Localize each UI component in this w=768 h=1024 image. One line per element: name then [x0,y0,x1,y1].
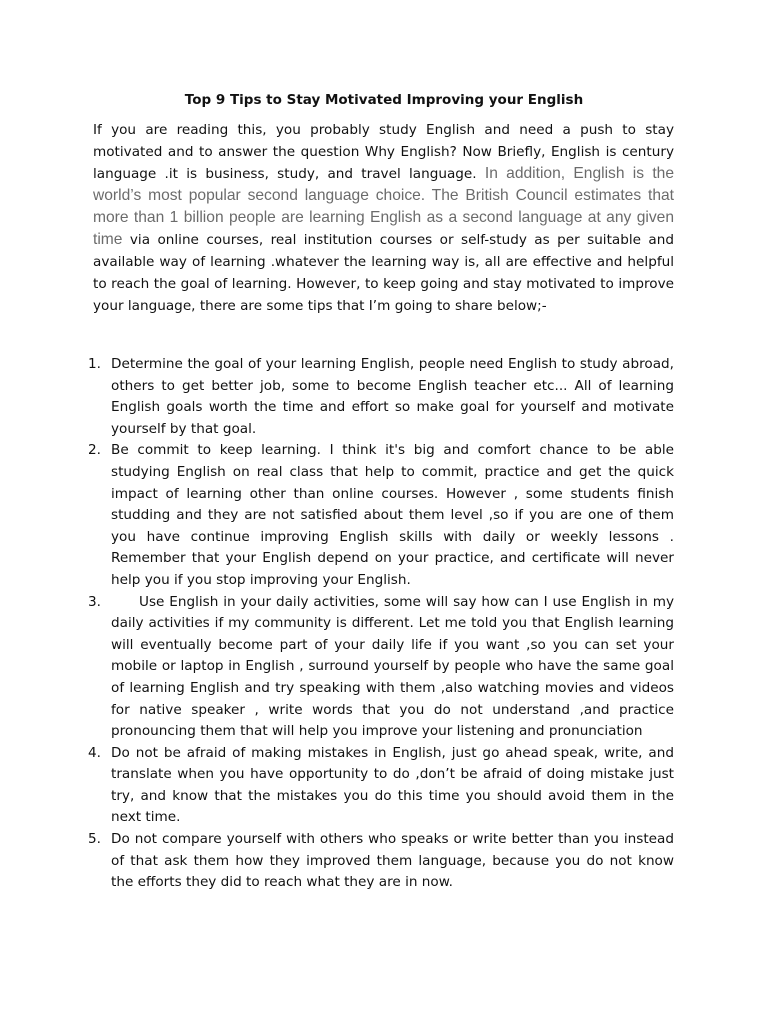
tip-text: Be commit to keep learning. I think it's big and comfort chance to be able studying English on real class that help to commit, practice and get the quick impact of learning other than online courses. However , some students finish studding and they are not satisfied about them level ,so if you are one of them you have continue improving English skills with daily or weekly lessons . Remember that your English depend on your practice, and certificate will never help you if you stop improving your English. [111,442,674,588]
tip-item-5 [88,829,674,894]
tip-text: Determine the goal of your learning English, people need English to study abroad, others to get better job, some to become English teacher etc... All of learning English goals worth the time and effort so make goal for yourself and motivate yourself by that goal. [111,356,674,437]
tip-text: Use English in your daily activities, some will say how can I use English in my daily activities if my community is different. Let me told you that English learning will eventually become part of your daily life if you want ,so you can set your mobile or laptop in English , surround yourself by people who have the same goal of learning English and try speaking with them ,also watching movies and videos for native speaker , write words that you do not understand ,and practice pronouncing them that will help you improve your listening and pronunciation [111,593,674,740]
tip-text: Do not compare yourself with others who speaks or write better than you instead of that ask them how they improved them language, because you do not know the efforts they did to reach what they are in now. [111,831,674,891]
intro-text-part-3: via online courses, real institution courses or self-study as per suitable and available way of learning .whatever the learning way is, all are effective and helpful to reach the goal of learning. However, to keep going and stay motivated to improve your language, there are some tips that I’m going to share below;- [93,232,674,314]
intro-text-part-2: In addition, English is the world’s most popular second language choice. The British Council estimates that more than 1 billion people are learning English as a second language at any given time [93,165,674,248]
tip-number: 1. [88,356,101,372]
tip-item-3 [88,592,674,743]
tip-item-1 [88,354,674,440]
tips-list [88,354,674,894]
intro-paragraph [93,119,674,317]
document-title: Top 9 Tips to Stay Motivated Improving your English [184,92,584,108]
tip-item-2 [88,440,674,591]
tip-text: Do not be afraid of making mistakes in English, just go ahead speak, write, and translate when you have opportunity to do ,don’t be afraid of doing mistake just try, and know that the mistakes you do this time you should avoid them in the next time. [111,744,674,826]
tip-number: 2. [88,442,101,459]
tip-number: 3. [88,593,101,610]
tip-number: 5. [88,831,101,848]
tip-number: 4. [88,744,101,761]
intro-text-part-1: If you are reading this, you probably study English and need a push to stay motivated and to answer the question Why English? Now Briefly, English is century language .it is business, study, and travel language. [93,122,674,182]
tip-item-4 [88,743,674,829]
